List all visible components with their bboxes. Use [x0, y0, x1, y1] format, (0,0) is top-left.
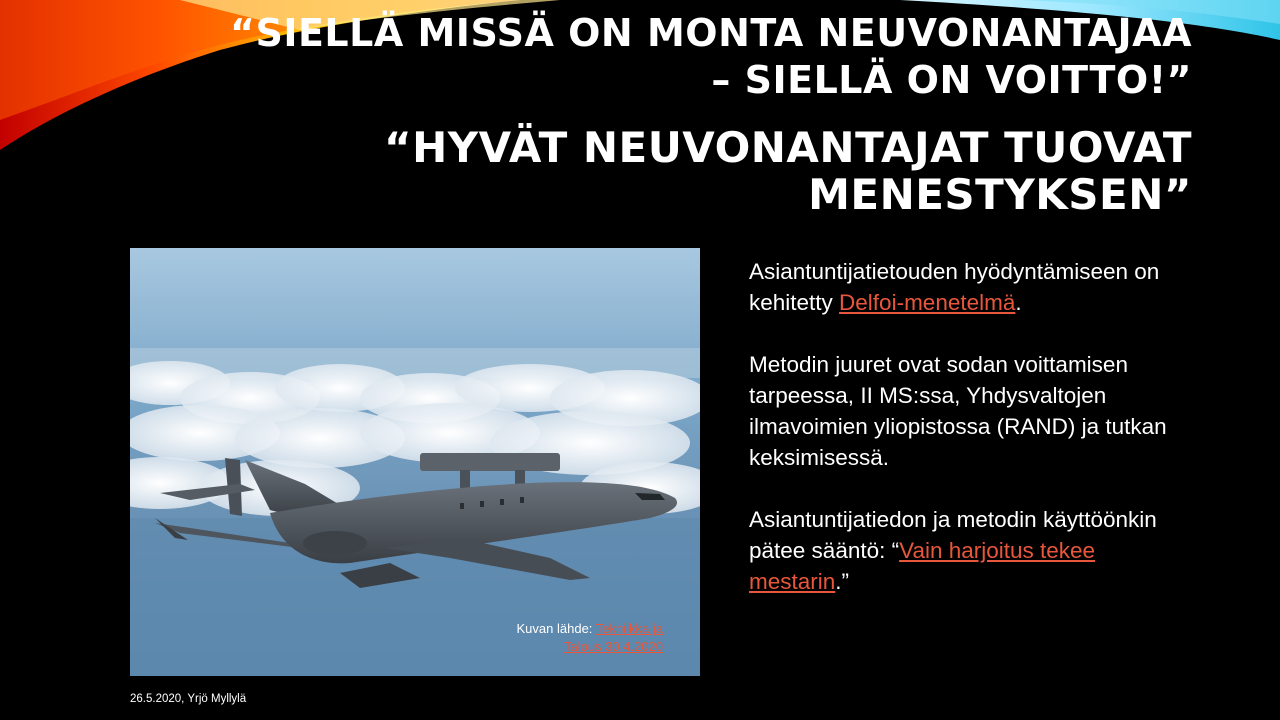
slide-title-1	[230, 10, 1192, 104]
body-text	[749, 256, 1189, 628]
paragraph3-text: Asiantuntijatiedon ja metodin käyttöönkin pätee sääntö: “	[749, 507, 1157, 563]
paragraph1-text: Asiantuntijatietouden hyödyntämiseen on kehitetty	[749, 259, 1160, 315]
image-credit-link-line2[interactable]: Talous 30.4.2020	[563, 639, 663, 654]
image-credit	[517, 620, 663, 656]
aircraft-photo	[130, 248, 700, 676]
image-credit-prefix: Kuvan lähde:	[516, 621, 596, 636]
paragraph1-end: .	[1015, 290, 1022, 315]
title-line-4: MENESTYKSEN”	[808, 170, 1192, 219]
paragraph3-end: .”	[835, 569, 850, 594]
practice-link[interactable]: Vain harjoitus tekee mestarin	[749, 538, 1096, 594]
image-credit-link-line1[interactable]: Tekniikka ja	[595, 621, 663, 636]
paragraph-roots: Metodin juuret ovat sodan voittamisen tarpeessa, II MS:ssa, Yhdysvaltojen ilmavoimien yliopistossa (RAND) ja tutkan keksimisessä.	[749, 352, 1167, 470]
title-line-2: – SIELLÄ ON VOITTO!”	[711, 58, 1192, 102]
paragraph-delfoi	[749, 256, 1189, 318]
delfoi-link[interactable]: Delfoi-menetelmä	[839, 290, 1016, 315]
slide-title-2	[384, 124, 1192, 218]
slide-footer: 26.5.2020, Yrjö Myllylä	[130, 693, 247, 705]
paragraph-rule	[749, 504, 1189, 597]
aircraft-illustration	[130, 248, 700, 676]
title-line-1: “SIELLÄ MISSÄ ON MONTA NEUVONANTAJAA	[229, 11, 1192, 55]
title-line-3: “HYVÄT NEUVONANTAJAT TUOVAT	[384, 123, 1192, 172]
